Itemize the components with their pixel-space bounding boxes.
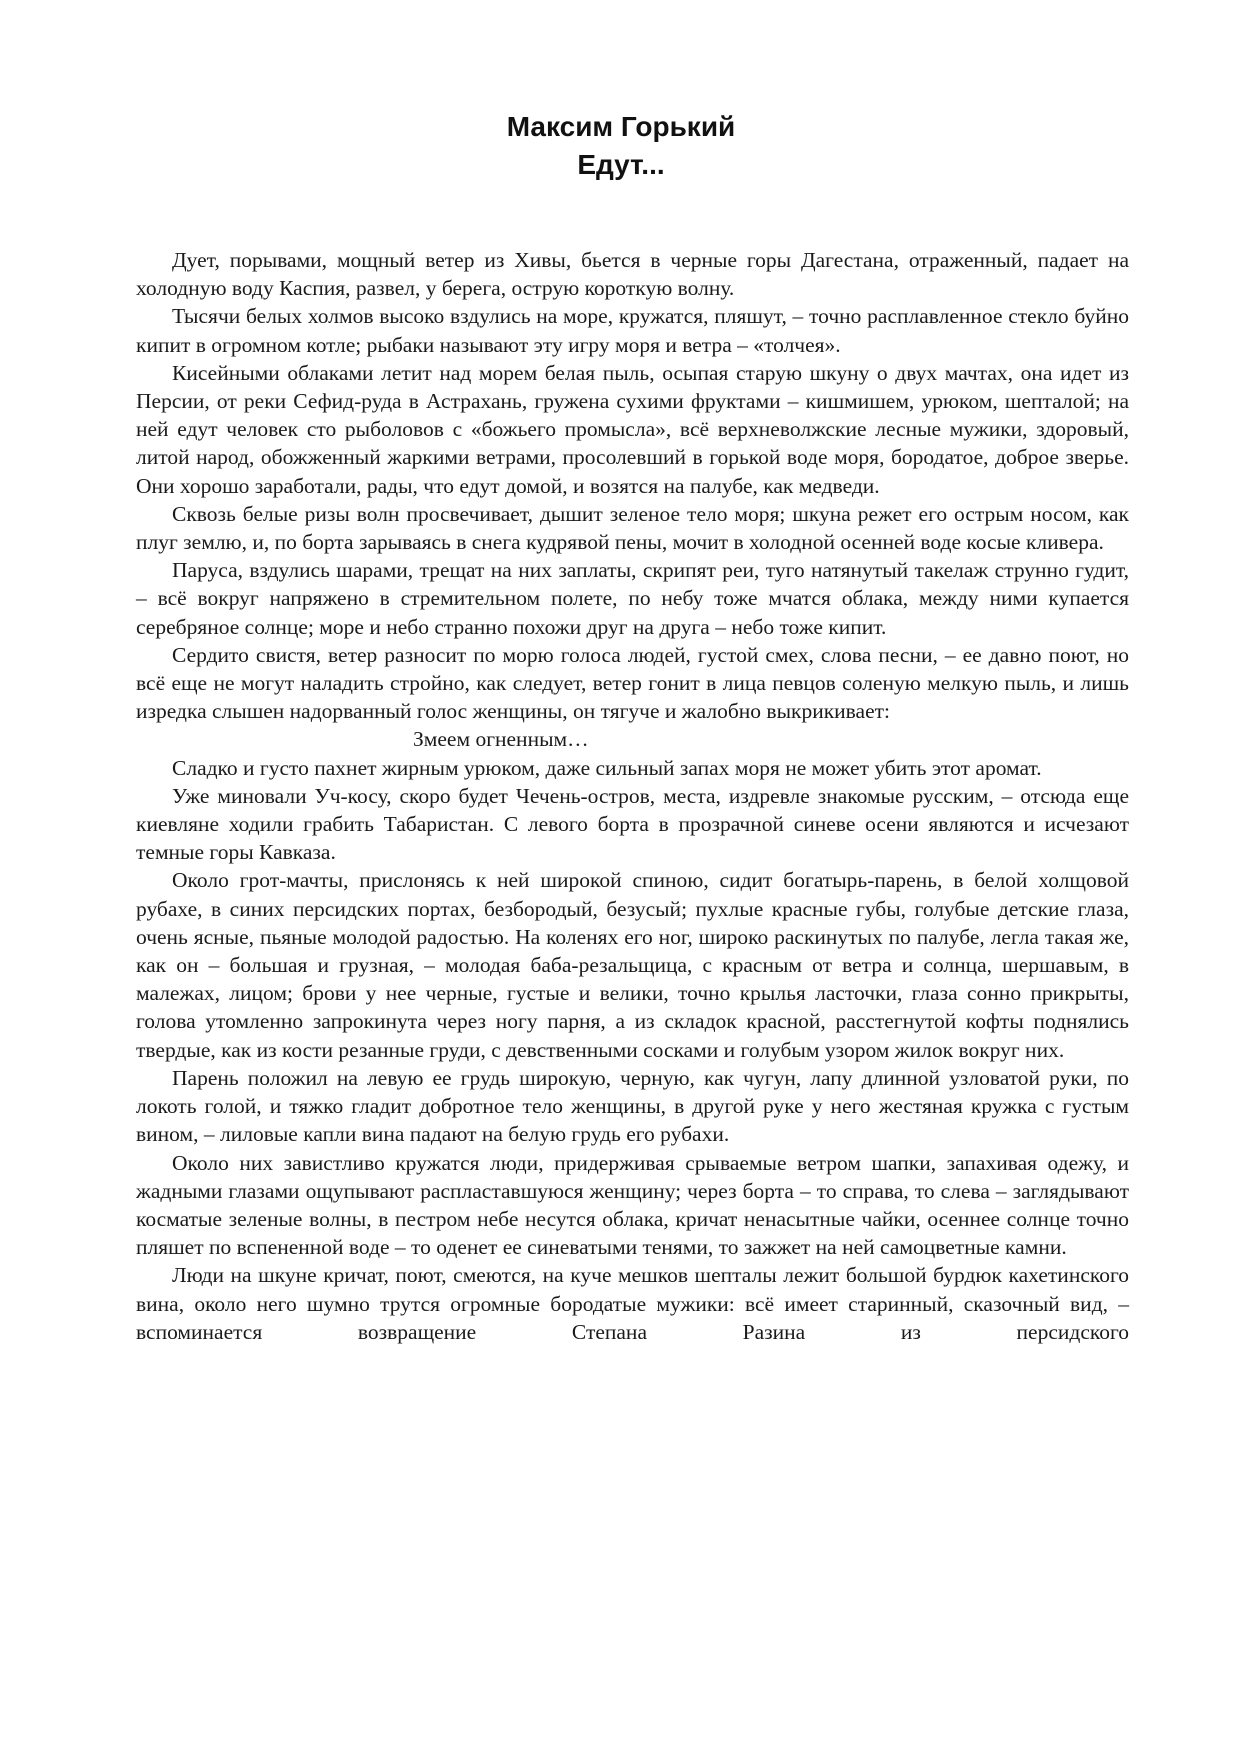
paragraph: Сквозь белые ризы волн просвечивает, дышит зеленое тело моря; шкуна режет его острым носом, как плуг землю, и, по борта зарываясь в снега кудрявой пены, мочит в холодной осенней воде косые кливера. (136, 501, 1129, 555)
paragraph: Уже миновали Уч-косу, скоро будет Чечень-остров, места, издревле знакомые русским, – отсюда еще киевляне ходили грабить Табаристан. С левого борта в прозрачной синеве осени являются и исчезают темные горы Кавказа. (136, 783, 1129, 865)
story-title: Едут... (577, 149, 665, 180)
paragraph: Около них завистливо кружатся люди, придерживая срываемые ветром шапки, запахивая одежу, и жадными глазами ощупывают распластавшуюся женщину; через борта – то справа, то слева – заглядывают косматые зеленые волны, в пестром небе несутся облака, кричат ненасытные чайки, осеннее солнце точно пляшет по вспененной воде – то оденет ее синеватыми тенями, то зажжет на ней самоцветные камни. (136, 1150, 1129, 1260)
title-block (0, 108, 1242, 184)
paragraph: Тысячи белых холмов высоко вздулись на море, кружатся, пляшут, – точно расплавленное стекло буйно кипит в огромном котле; рыбаки называют эту игру моря и ветра – «толчея». (136, 304, 1129, 357)
paragraph: Парень положил на левую ее грудь широкую, черную, как чугун, лапу длинной узловатой руки, по локоть голой, и тяжко гладит добротное тело женщины, в другой руке у него жестяная кружка с густым вином, – лиловые капли вина падают на белую грудь его рубахи. (136, 1065, 1129, 1147)
verse-line: Змеем огненным… (413, 727, 589, 752)
paragraph: Сердито свистя, ветер разносит по морю голоса людей, густой смех, слова песни, – ее давно поют, но всё еще не могут наладить стройно, как следует, ветер гонит в лица певцов соленую мелкую пыль, и лишь изредка слышен надорванный голос женщины, он тягуче и жалобно выкрикивает: (136, 642, 1129, 724)
paragraph: Около грот-мачты, прислонясь к ней широкой спиною, сидит богатырь-парень, в белой холщовой рубахе, в синих персидских портах, безбородый, безусый; пухлые красные губы, голубые детские глаза, очень ясные, пьяные молодой радостью. На коленях его ног, широко раскинутых по палубе, легла такая же, как он – большая и грузная, – молодая баба-резальщица, с красным от ветра и солнца, шершавым, в малежах, лицом; брови у нее черные, густые и велики, точно крылья ласточки, глаза сонно прикрыты, голова утомленно запрокинута через ногу парня, а из складок красной, расстегнутой кофты поднялись твердые, как из кости резанные груди, с девственными сосками и голубым узором жилок вокруг них. (136, 868, 1129, 1062)
paragraph: Люди на шкуне кричат, поют, смеются, на куче мешков шепталы лежит большой бурдюк кахетинского вина, около него шумно трутся огромные бородатые мужики: всё имеет старинный, сказочный вид, – вспоминается возвращение Степана Разина из персидского (136, 1263, 1129, 1344)
paragraph: Дует, порывами, мощный ветер из Хивы, бьется в черные горы Дагестана, отраженный, падает на холодную воду Каспия, развел, у берега, острую короткую волну. (136, 248, 1129, 301)
story-body (136, 246, 1129, 1346)
paragraph: Паруса, вздулись шарами, трещат на них заплаты, скрипят реи, туго натянутый такелаж струнно гудит, – всё вокруг напряжено в стремительном полете, по небу тоже мчатся облака, между ними купается серебряное солнце; море и небо странно похожи друг на друга – небо тоже кипит. (136, 558, 1129, 639)
author-name: Максим Горький (506, 111, 736, 142)
paragraph: Сладко и густо пахнет жирным урюком, даже сильный запах моря не может убить этот аромат. (172, 755, 1042, 780)
paragraph: Кисейными облаками летит над морем белая пыль, осыпая старую шкуну о двух мачтах, она идет из Персии, от реки Сефид-руда в Астрахань, гружена сухими фруктами – кишмишем, урюком, шепталой; на ней едут человек сто рыболовов с «божьего промысла», всё верхневолжские лесные мужики, здоровый, литой народ, обожженный жаркими ветрами, просолевший в горькой воде моря, бородатое, доброе зверье. Они хорошо заработали, рады, что едут домой, и возятся на палубе, как медведи. (136, 360, 1129, 498)
